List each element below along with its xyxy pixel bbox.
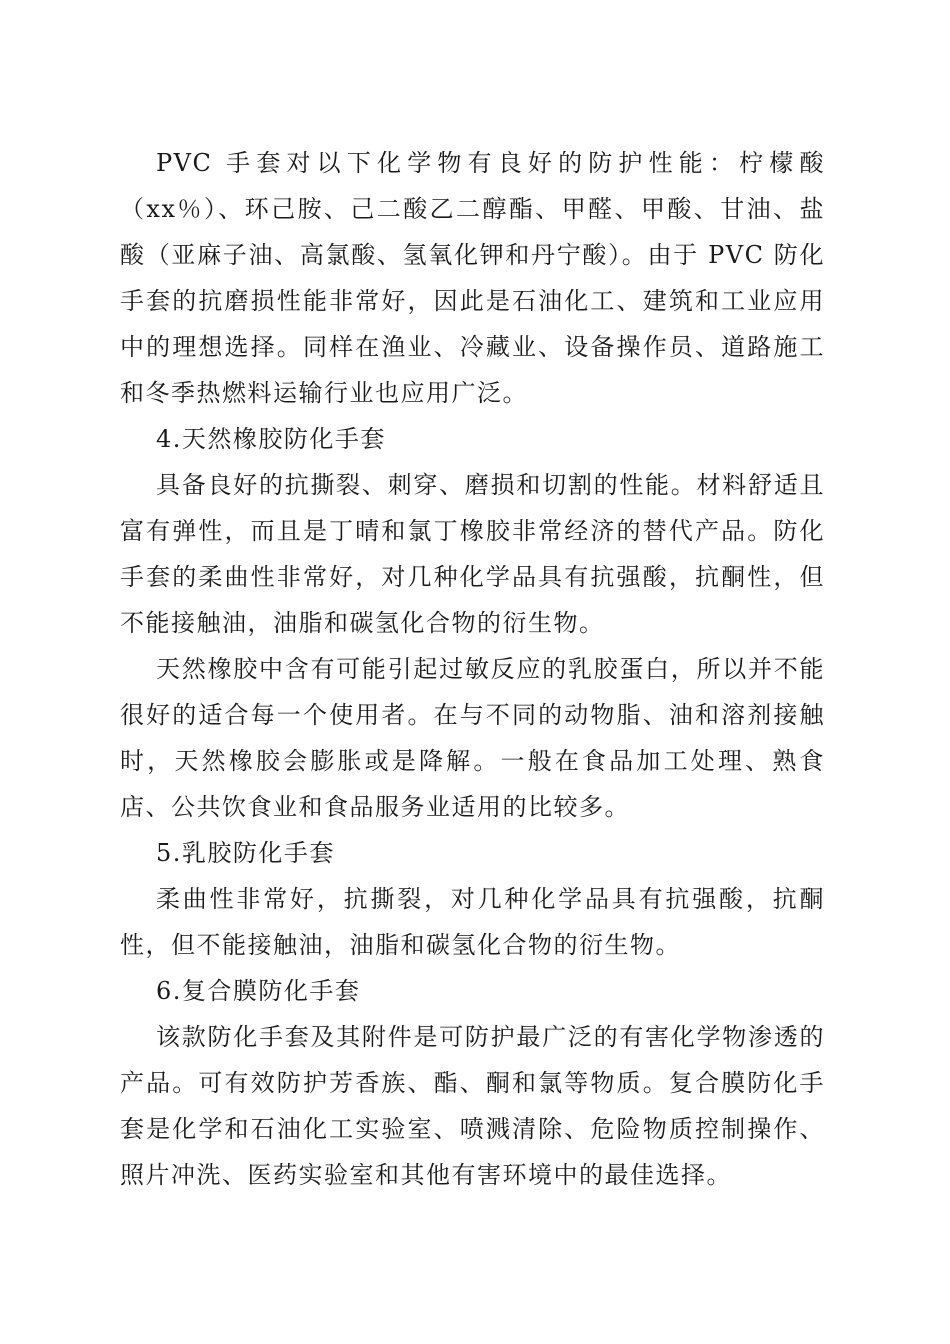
paragraph-natural-rubber-performance: 具备良好的抗撕裂、刺穿、磨损和切割的性能。材料舒适且富有弹性，而且是丁晴和氯丁橡胶非常经济的替代产品。防化手套的柔曲性非常好，对几种化学品具有抗强酸，抗酮性，但不能接触油，油脂和碳氢化合物的衍生物。: [120, 471, 825, 637]
document-body: [120, 140, 825, 1198]
section-heading-latex: 5.乳胶防化手套: [156, 839, 335, 867]
section-heading-natural-rubber: 4.天然橡胶防化手套: [156, 425, 386, 453]
paragraph-pvc-properties: PVC 手套对以下化学物有良好的防护性能：柠檬酸（xx％）、环己胺、己二酸乙二醇酯、甲醛、甲酸、甘油、盐酸（亚麻子油、高氯酸、氢氧化钾和丹宁酸）。由于 PVC 防化手套的抗磨损性能非常好，因此是石油化工、建筑和工业应用中的理想选择。同样在渔业、冷藏业、设备操作员、道路施工和冬季热燃料运输行业也应用广泛。: [120, 149, 825, 407]
paragraph-composite-film-properties: 该款防化手套及其附件是可防护最广泛的有害化学物渗透的产品。可有效防护芳香族、酯、酮和氯等物质。复合膜防化手套是化学和石油化工实验室、喷溅清除、危险物质控制操作、照片冲洗、医药实验室和其他有害环境中的最佳选择。: [120, 1023, 825, 1189]
paragraph-latex-properties: 柔曲性非常好，抗撕裂，对几种化学品具有抗强酸，抗酮性，但不能接触油，油脂和碳氢化合物的衍生物。: [120, 885, 825, 959]
paragraph-natural-rubber-allergy: 天然橡胶中含有可能引起过敏反应的乳胶蛋白，所以并不能很好的适合每一个使用者。在与不同的动物脂、油和溶剂接触时，天然橡胶会膨胀或是降解。一般在食品加工处理、熟食店、公共饮食业和食品服务业适用的比较多。: [120, 655, 825, 821]
section-heading-composite-film: 6.复合膜防化手套: [156, 977, 361, 1005]
